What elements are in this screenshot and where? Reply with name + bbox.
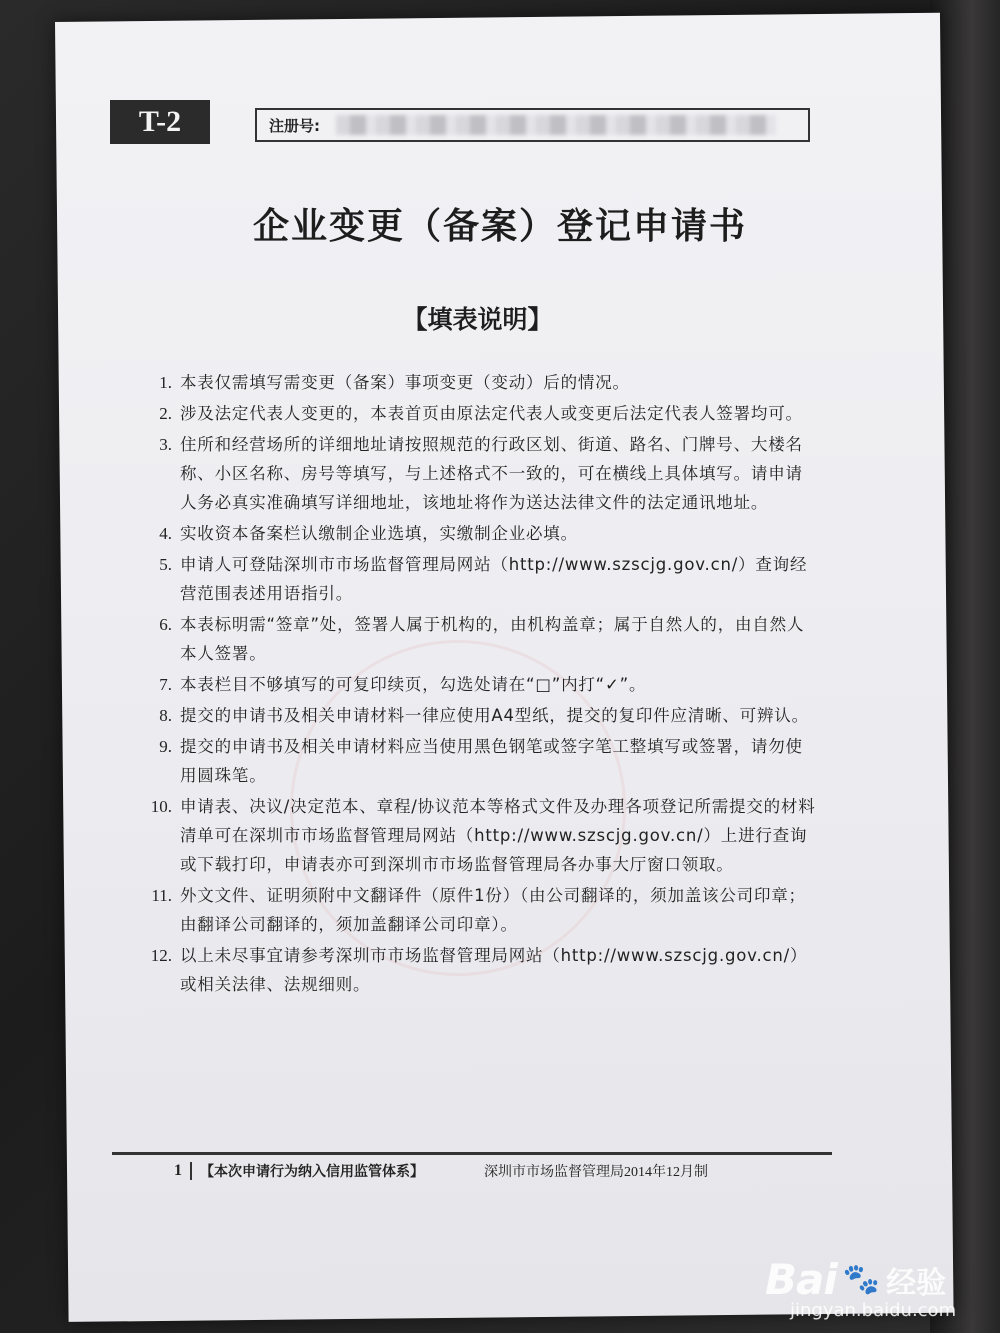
credit-supervision-note: 【本次申请行为纳入信用监管体系】	[200, 1164, 424, 1180]
registration-number-label: 注册号:	[269, 116, 320, 135]
document-title: 企业变更（备案）登记申请书	[252, 206, 747, 247]
instruction-item	[130, 732, 820, 790]
instruction-number: 9.	[159, 737, 172, 756]
baidu-logo-text: Bai	[765, 1255, 837, 1304]
instruction-item	[130, 550, 820, 608]
instruction-text: 外文文件、证明须附中文翻译件（原件1份）（由公司翻译的，须加盖该公司印章；由翻译公司翻译的，须加盖翻译公司印章）。	[180, 886, 806, 934]
instruction-text: 本表标明需“签章”处，签署人属于机构的，由机构盖章；属于自然人的，由自然人本人签署。	[180, 615, 805, 663]
instruction-number: 3.	[159, 435, 172, 454]
instruction-item	[130, 881, 820, 939]
instruction-number: 8.	[159, 706, 172, 725]
instruction-number: 7.	[159, 675, 172, 694]
instruction-item	[130, 519, 820, 548]
instruction-number: 2.	[159, 404, 172, 423]
instruction-number: 1.	[159, 373, 172, 392]
registration-number-redacted	[336, 115, 776, 135]
instruction-number: 12.	[150, 946, 172, 965]
baidu-jingyan-watermark	[765, 1255, 946, 1304]
instruction-text: 实收资本备案栏认缴制企业选填，实缴制企业必填。	[180, 524, 578, 543]
instruction-item	[130, 430, 820, 517]
watermark-url: jingyan.baidu.com	[790, 1300, 957, 1321]
instruction-text: 涉及法定代表人变更的，本表首页由原法定代表人或变更后法定代表人签署均可。	[180, 404, 803, 423]
page-number: 1	[112, 1162, 192, 1180]
form-code-badge: T-2	[110, 100, 210, 144]
registration-number-box	[255, 108, 810, 142]
instruction-item	[130, 368, 820, 397]
instruction-number: 11.	[151, 886, 172, 905]
instruction-number: 5.	[159, 555, 172, 574]
instruction-number: 10.	[150, 797, 172, 816]
section-heading: 【填表说明】	[402, 305, 553, 334]
instruction-item	[130, 670, 820, 699]
instruction-item	[130, 941, 820, 999]
instruction-text: 提交的申请书及相关申请材料一律应使用A4型纸，提交的复印件应清晰、可辨认。	[180, 706, 809, 725]
instruction-item	[130, 792, 820, 879]
instruction-text: 申请人可登陆深圳市市场监督管理局网站（http://www.szscjg.gov.cn/）查询经营范围表述用语指引。	[180, 555, 808, 603]
instruction-text: 申请表、决议/决定范本、章程/协议范本等格式文件及办理各项登记所需提交的材料清单可在深圳市市场监督管理局网站（http://www.szscjg.gov.cn/）上进行查询或下载打印，申请表亦可到深圳市市场监督管理局各办事大厅窗口领取。	[180, 797, 816, 874]
jingyan-text: 经验	[886, 1265, 947, 1301]
instruction-item	[130, 399, 820, 428]
instruction-number: 4.	[159, 524, 172, 543]
instruction-text: 本表仅需填写需变更（备案）事项变更（变动）后的情况。	[180, 373, 630, 392]
instruction-item	[130, 610, 820, 668]
instruction-number: 6.	[159, 615, 172, 634]
issuer-line: 深圳市市场监督管理局2014年12月制	[484, 1165, 708, 1180]
instruction-text: 以上未尽事宜请参考深圳市市场监督管理局网站（http://www.szscjg.gov.cn/）或相关法律、法规细则。	[180, 946, 808, 994]
footer-divider	[112, 1152, 832, 1155]
instruction-item	[130, 701, 820, 730]
instruction-text: 住所和经营场所的详细地址请按照规范的行政区划、街道、路名、门牌号、大楼名称、小区名称、房号等填写，与上述格式不一致的，可在横线上具体填写。请申请人务必真实准确填写详细地址，该地址将作为送达法律文件的法定通讯地址。	[180, 435, 803, 512]
instruction-text: 本表栏目不够填写的可复印续页，勾选处请在“□”内打“✓”。	[180, 675, 647, 694]
instruction-text: 提交的申请书及相关申请材料应当使用黑色钢笔或签字笔工整填写或签署，请勿使用圆珠笔。	[180, 737, 803, 785]
page-footer	[112, 1158, 832, 1184]
paw-icon: 🐾	[842, 1262, 881, 1297]
instruction-list	[130, 368, 820, 1001]
